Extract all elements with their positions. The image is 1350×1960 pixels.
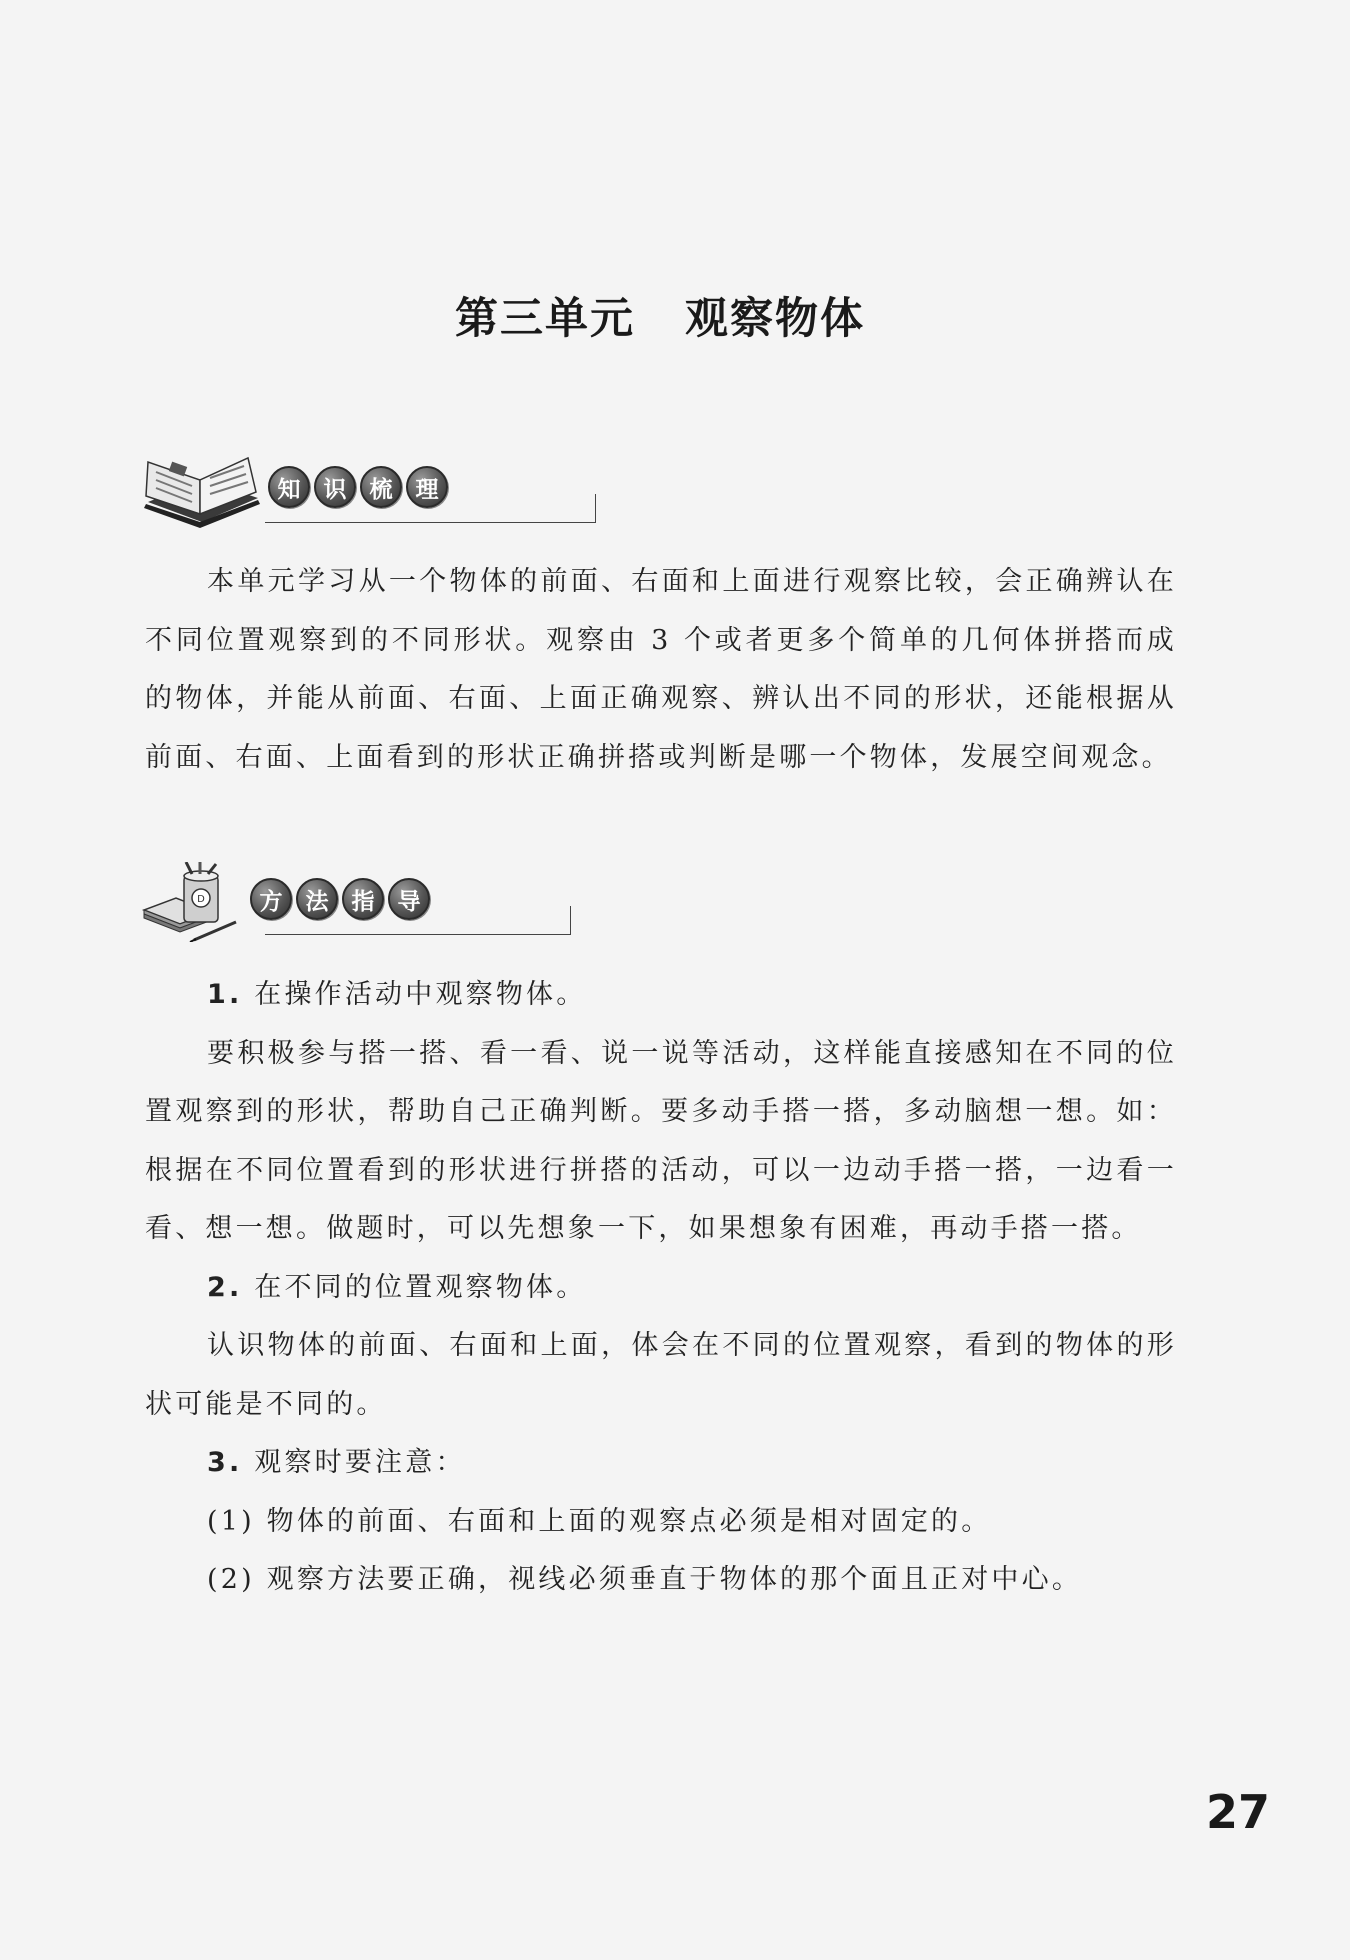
- item-title: 在操作活动中观察物体。: [254, 979, 587, 1010]
- open-book-icon: [140, 450, 265, 530]
- page-title: [0, 285, 1320, 346]
- knowledge-body: [145, 553, 1177, 787]
- unit-topic: 观察物体: [685, 294, 865, 344]
- method-item-1-text: 要积极参与搭一搭、看一看、说一说等活动，这样能直接感知在不同的位置观察到的形状，帮助自己正确判断。要多动手搭一搭，多动脑想一想。如：根据在不同位置看到的形状进行拼搭的活动，可以一边动手搭一搭，一边看一看、想一想。做题时，可以先想象一下，如果想象有困难，再动手搭一搭。: [145, 1037, 1177, 1244]
- item-number: 1.: [207, 979, 243, 1010]
- badge-char: 导: [388, 878, 430, 920]
- method-item-2-heading: [145, 1259, 1177, 1318]
- badge-char: 梳: [360, 466, 402, 508]
- method-item-3-heading: [145, 1434, 1177, 1493]
- item-number: 2.: [207, 1271, 243, 1303]
- page-number: 27: [1205, 1785, 1270, 1839]
- method-item-1-heading: [145, 966, 1177, 1025]
- method-item-3-sub-1: (1) 物体的前面、右面和上面的观察点必须是相对固定的。: [207, 1505, 992, 1537]
- badge-char: 知: [268, 466, 310, 508]
- method-section-header: [140, 862, 470, 942]
- badge-char: 方: [250, 878, 292, 920]
- badge-char: 理: [406, 466, 448, 508]
- knowledge-paragraph: 本单元学习从一个物体的前面、右面和上面进行观察比较，会正确辨认在不同位置观察到的不同形状。观察由 3 个或者更多个简单的几何体拼搭而成的物体，并能从前面、右面、上面正确观察、辨认出不同的形状，还能根据从前面、右面、上面看到的形状正确拼搭或判断是哪一个物体，发展空间观念。: [145, 566, 1177, 773]
- badge-char: 法: [296, 878, 338, 920]
- method-body: [145, 966, 1177, 1610]
- knowledge-section-header: [140, 450, 470, 530]
- method-badges: [250, 878, 430, 920]
- knowledge-badges: [268, 466, 448, 508]
- method-item-2-text: 认识物体的前面、右面和上面，体会在不同的位置观察，看到的物体的形状可能是不同的。: [145, 1330, 1177, 1420]
- pencil-cup-icon: [140, 862, 265, 942]
- unit-label: 第三单元: [455, 294, 635, 344]
- item-title: 观察时要注意：: [254, 1447, 466, 1478]
- item-title: 在不同的位置观察物体。: [254, 1271, 587, 1303]
- badge-char: 指: [342, 878, 384, 920]
- badge-char: 识: [314, 466, 356, 508]
- svg-text:D: D: [197, 894, 205, 905]
- item-number: 3.: [207, 1447, 243, 1478]
- method-item-3-sub-2: (2) 观察方法要正确，视线必须垂直于物体的那个面且正对中心。: [207, 1564, 1083, 1595]
